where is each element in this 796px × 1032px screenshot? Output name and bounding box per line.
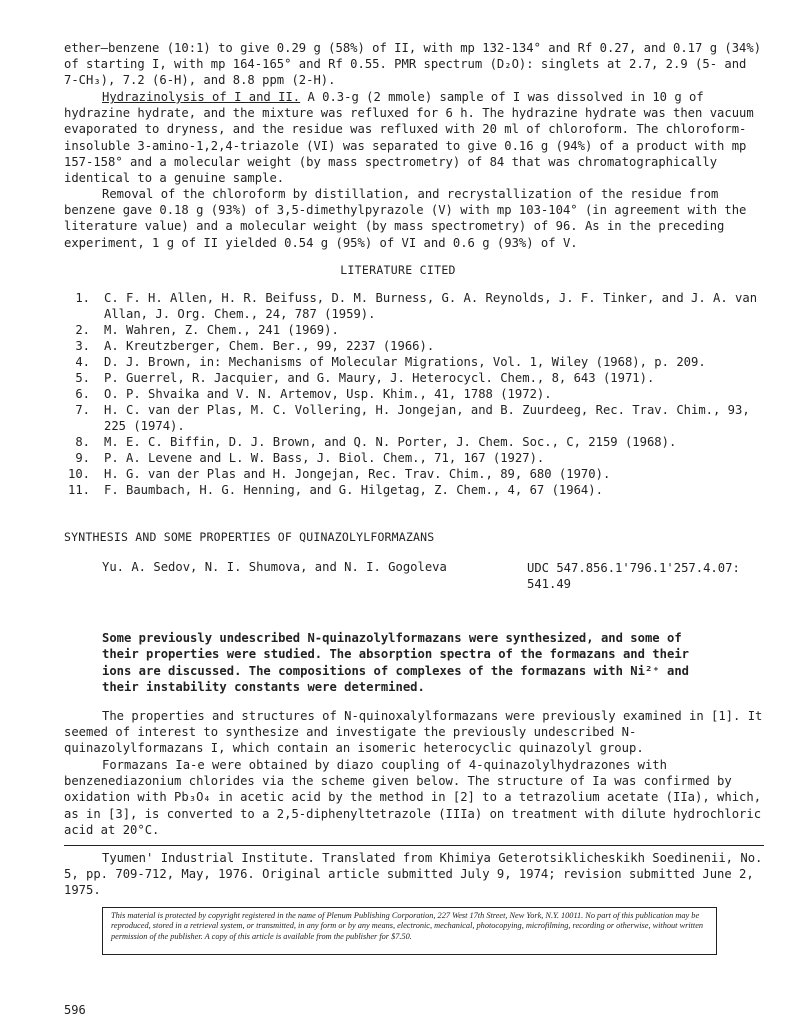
copyright-notice: This material is protected by copyright registered in the name of Plenum Publishing Corporation, 227 West 17th Street, New York, N.Y. 10011. No part of this publication may be reproduced, stored in a retrieval system, or transmitted, in any form or by any means, electronic, mechanical, photocopying, microfilming, recording or otherwise, without written permission of the publisher. A copy of this article is available from the publisher for $7.50.: [102, 907, 717, 955]
removal-paragraph: Removal of the chloroform by distillation, and recrystallization of the residue from benzene gave 0.18 g (93%) of 3,5-dimethylpyrazole (V) with mp 103-104° (in agreement with the literature value) and a molecular weight (by mass spectrometry) of 96. As in the preceding experiment, 1 g of II yielded 0.54 g (95%) of VI and 0.6 g (93%) of V.: [64, 187, 747, 250]
reference-text: P. A. Levene and L. W. Bass, J. Biol. Chem., 71, 167 (1927).: [104, 451, 545, 465]
reference-text: P. Guerrel, R. Jacquier, and G. Maury, J. Heterocycl. Chem., 8, 643 (1971).: [104, 371, 655, 385]
reference-item: [64, 354, 764, 370]
reference-item: [64, 322, 764, 338]
hydrazinolysis-paragraph: [64, 89, 764, 186]
reference-number: 1.: [75, 291, 90, 305]
affiliation-footnote: Tyumen' Industrial Institute. Translated from Khimiya Geterotsiklicheskikh Soedinenii, No. 5, pp. 709-712, May, 1976. Original article submitted July 9, 1974; revision submitted June 2, 1975.: [64, 851, 763, 898]
article-abstract: Some previously undescribed N-quinazolylformazans were synthesized, and some of their properties were studied. The absorption spectra of the formazans and their ions are discussed. The compositions of complexes of the formazans with Ni²⁺ and their instability constants were determined.: [102, 631, 689, 694]
reference-text: M. Wahren, Z. Chem., 241 (1969).: [104, 323, 339, 337]
reference-text: F. Baumbach, H. G. Henning, and G. Hilgetag, Z. Chem., 4, 67 (1964).: [104, 483, 603, 497]
reference-number: 8.: [75, 435, 90, 449]
footnote-divider: [64, 845, 764, 846]
intro-paragraph: The properties and structures of N-quinoxalylformazans were previously examined in [1]. It seemed of interest to synthesize and investigate the previously undescribed N-quinazolylformazans I, which contain an isomeric heterocyclic quinazolyl group.: [64, 709, 763, 756]
reference-number: 11.: [67, 483, 90, 497]
reference-item: [64, 482, 764, 498]
reference-number: 9.: [75, 451, 90, 465]
reference-text: H. C. van der Plas, M. C. Vollering, H. Jongejan, and B. Zuurdeeg, Rec. Trav. Chim., 93, 225 (1974).: [104, 403, 750, 433]
page-number: 596: [64, 1003, 86, 1017]
reference-number: 6.: [75, 387, 90, 401]
reference-number: 3.: [75, 339, 90, 353]
hydrazinolysis-body: A 0.3-g (2 mmole) sample of I was dissolved in 10 g of hydrazine hydrate, and the mixture was refluxed for 6 h. The hydrazine hydrate was then vacuum evaporated to dryness, and the residue was refluxed with 20 ml of chloroform. The chloroform-insoluble 3-amino-1,2,4-triazole (VI) was separated to give 0.16 g (94%) of a product with mp 157-158° and a molecular weight (by mass spectrometry) of 84 that was chromatographically identical to a genuine sample.: [64, 90, 754, 186]
reference-item: [64, 370, 764, 386]
reference-number: 7.: [75, 403, 90, 417]
reference-text: A. Kreutzberger, Chem. Ber., 99, 2237 (1966).: [104, 339, 435, 353]
reference-list: [64, 290, 764, 498]
reference-item: [64, 386, 764, 402]
reference-number: 10.: [67, 467, 90, 481]
reference-text: C. F. H. Allen, H. R. Beifuss, D. M. Burness, G. A. Reynolds, J. F. Tinker, and J. A. van Allan, J. Org. Chem., 24, 787 (1959).: [104, 291, 758, 321]
reference-text: H. G. van der Plas and H. Jongejan, Rec. Trav. Chim., 89, 680 (1970).: [104, 467, 611, 481]
synthesis-paragraph: Formazans Ia-e were obtained by diazo coupling of 4-quinazolylhydrazones with benzenediazonium chlorides via the scheme given below. The structure of Ia was confirmed by oxidation with Pb₃O₄ in acetic acid by the method in [2] to a tetrazolium acetate (IIa), which, as in [3], is converted to a 2,5-diphenyltetrazole (IIIa) on treatment with dilute hydrochloric acid at 20°C.: [64, 758, 762, 837]
reference-item: [64, 402, 764, 434]
udc-code: UDC 547.856.1'796.1'257.4.07: 541.49: [527, 561, 740, 591]
reference-item: [64, 434, 764, 450]
reference-item: [64, 466, 764, 482]
reference-number: 2.: [75, 323, 90, 337]
reference-item: [64, 450, 764, 466]
reference-text: M. E. C. Biffin, D. J. Brown, and Q. N. Porter, J. Chem. Soc., C, 2159 (1968).: [104, 435, 677, 449]
reference-item: [64, 338, 764, 354]
literature-cited-heading: LITERATURE CITED: [340, 263, 456, 277]
reference-item: [64, 290, 764, 322]
hydrazinolysis-heading: Hydrazinolysis of I and II.: [102, 90, 301, 104]
article-title: SYNTHESIS AND SOME PROPERTIES OF QUINAZOLYLFORMAZANS: [64, 530, 435, 544]
reference-number: 4.: [75, 355, 90, 369]
article-authors: Yu. A. Sedov, N. I. Shumova, and N. I. Gogoleva: [102, 560, 447, 574]
continuation-paragraph: ether—benzene (10:1) to give 0.29 g (58%) of II, with mp 132-134° and Rf 0.27, and 0.17 g (34%) of starting I, with mp 164-165° and Rf 0.55. PMR spectrum (D₂O): singlets at 2.7, 2.9 (5- and 7-CH₃), 7.2 (6-H), and 8.8 ppm (2-H).: [64, 41, 762, 88]
reference-text: O. P. Shvaika and V. N. Artemov, Usp. Khim., 41, 1788 (1972).: [104, 387, 552, 401]
reference-number: 5.: [75, 371, 90, 385]
reference-text: D. J. Brown, in: Mechanisms of Molecular Migrations, Vol. 1, Wiley (1968), p. 209.: [104, 355, 706, 369]
